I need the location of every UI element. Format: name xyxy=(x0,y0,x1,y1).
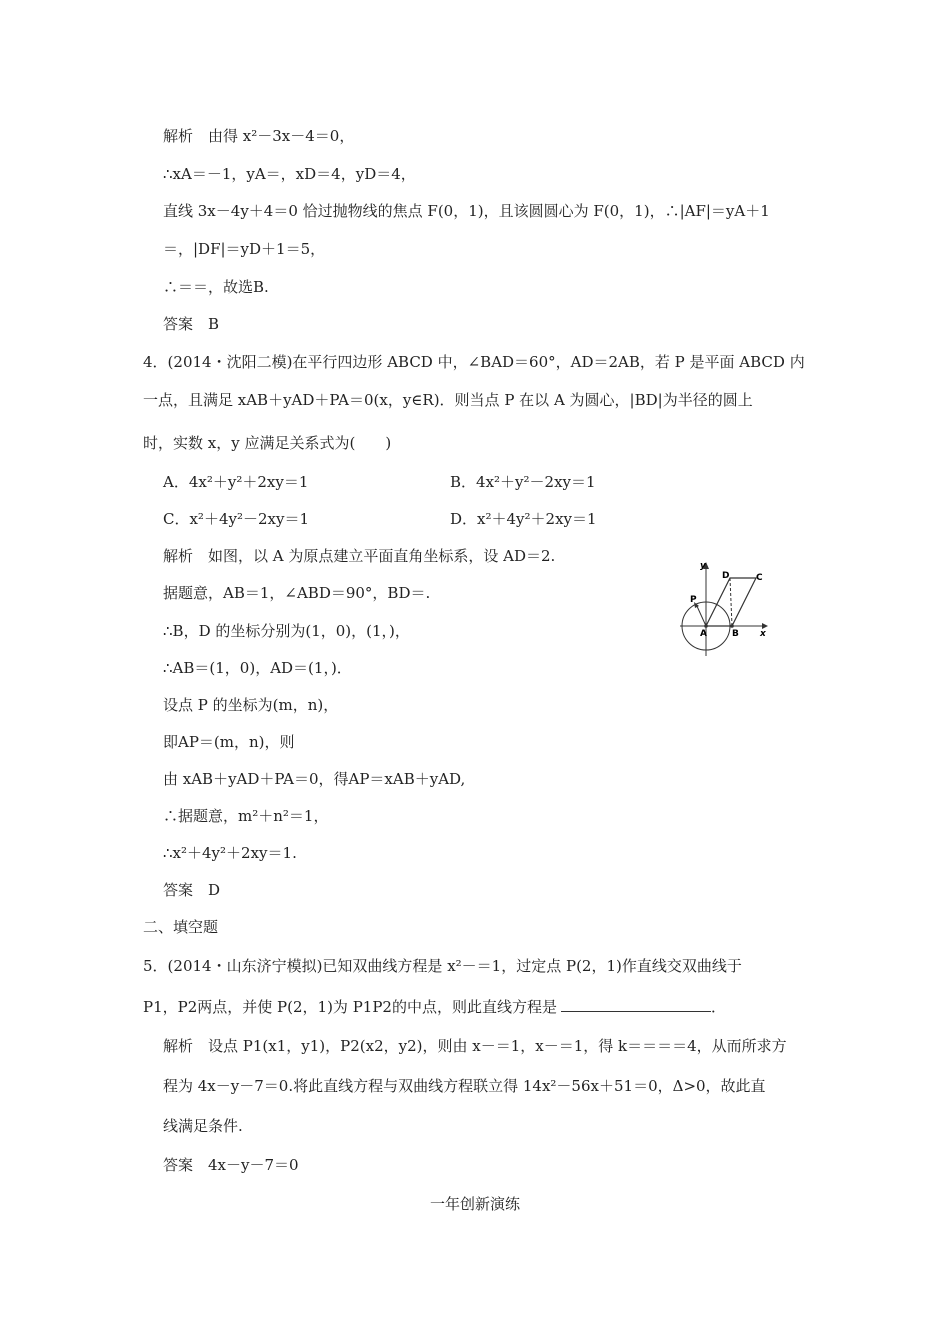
solution-4-line-2: 据题意，AB＝1，∠ABD＝90°，BD＝. xyxy=(163,584,431,602)
coordinate-figure xyxy=(676,556,776,660)
question-4-line-3: 时，实数 x，y 应满足关系式为( ) xyxy=(143,434,392,452)
solution-4-line-4: ∴AB＝(1，0)，AD＝(1，)． xyxy=(163,659,352,677)
point-c-label: C xyxy=(756,573,763,583)
solution-4-line-9: ∴x²＋4y²＋2xy＝1. xyxy=(163,844,297,862)
answer-4: 答案 D xyxy=(163,881,221,899)
segment-bd xyxy=(730,578,732,626)
question-5-line-2 xyxy=(143,996,726,1018)
point-d-label: D xyxy=(722,571,730,581)
section-heading-fill-in: 二、填空题 xyxy=(143,918,219,936)
solution-4-line-5: 设点 P 的坐标为(m，n)， xyxy=(163,696,339,714)
segment-ap xyxy=(696,604,706,626)
solution-4-line-3: ∴B，D 的坐标分别为(1，0)，(1，)， xyxy=(163,622,410,640)
option-b: B．4x²＋y²－2xy＝1 xyxy=(450,473,596,491)
point-b xyxy=(730,624,734,628)
question-5-line-2-text: P1，P2两点，并使 P(2，1)为 P1P2的中点，则此直线方程是 xyxy=(143,998,557,1016)
solution-line-4: ＝，|DF|＝yD＋1＝5， xyxy=(163,240,326,258)
point-p-label: P xyxy=(690,595,697,605)
solution-4-line-1: 解析 如图，以 A 为原点建立平面直角坐标系，设 AD＝2. xyxy=(163,547,556,565)
solution-line-3: 直线 3x－4y＋4＝0 恰过抛物线的焦点 F(0，1)，且该圆圆心为 F(0，1)，∴|AF|＝yA＋1 xyxy=(163,202,770,220)
answer-5: 答案 4x－y－7＝0 xyxy=(163,1156,299,1174)
question-5-line-1: 5．(2014・山东济宁模拟)已知双曲线方程是 x²－＝1，过定点 P(2，1)作直线交双曲线于 xyxy=(143,957,742,975)
solution-5-line-1: 解析 设点 P1(x1，y1)，P2(x2，y2)，则由 x－＝1，x－＝1，得 k＝＝＝＝4，从而所求方 xyxy=(163,1037,787,1055)
solution-4-line-6: 即AP＝(m，n)，则 xyxy=(163,733,295,751)
parallelogram-abcd xyxy=(706,578,756,626)
option-c: C．x²＋4y²－2xy＝1 xyxy=(163,510,310,528)
question-4-line-2: 一点，且满足 xAB＋yAD＋PA＝0(x，y∈R)．则当点 P 在以 A 为圆心，|BD|为半径的圆上 xyxy=(143,391,753,409)
solution-5-line-2: 程为 4x－y－7＝0.将此直线方程与双曲线方程联立得 14x²－56x＋51＝0，Δ>0，故此直 xyxy=(163,1077,766,1095)
solution-line-5: ∴＝＝，故选B. xyxy=(163,278,269,296)
question-4-line-1: 4．(2014・沈阳二模)在平行四边形 ABCD 中，∠BAD＝60°，AD＝2AB，若 P 是平面 ABCD 内 xyxy=(143,353,805,371)
answer-blank xyxy=(561,997,711,1012)
point-b-label: B xyxy=(732,629,739,639)
solution-4-line-7: 由 xAB＋yAD＋PA＝0，得AP＝xAB＋yAD, xyxy=(163,770,466,788)
solution-5-line-3: 线满足条件. xyxy=(163,1117,243,1135)
point-a xyxy=(704,624,708,628)
y-axis-label: y xyxy=(700,561,706,571)
footer-heading: 一年创新演练 xyxy=(429,1195,520,1213)
option-d: D．x²＋4y²＋2xy＝1 xyxy=(450,510,597,528)
x-axis-label: x xyxy=(760,629,766,639)
answer-3: 答案 B xyxy=(163,315,220,333)
question-5-line-2-end: ． xyxy=(710,998,726,1016)
solution-line-2: ∴xA＝－1，yA＝，xD＝4，yD＝4， xyxy=(163,165,416,183)
option-a: A．4x²＋y²＋2xy＝1 xyxy=(163,473,309,491)
point-a-label: A xyxy=(700,629,707,639)
solution-line-1: 解析 由得 x²－3x－4＝0， xyxy=(163,127,355,145)
solution-4-line-8: ∴据题意，m²＋n²＝1， xyxy=(163,807,329,825)
